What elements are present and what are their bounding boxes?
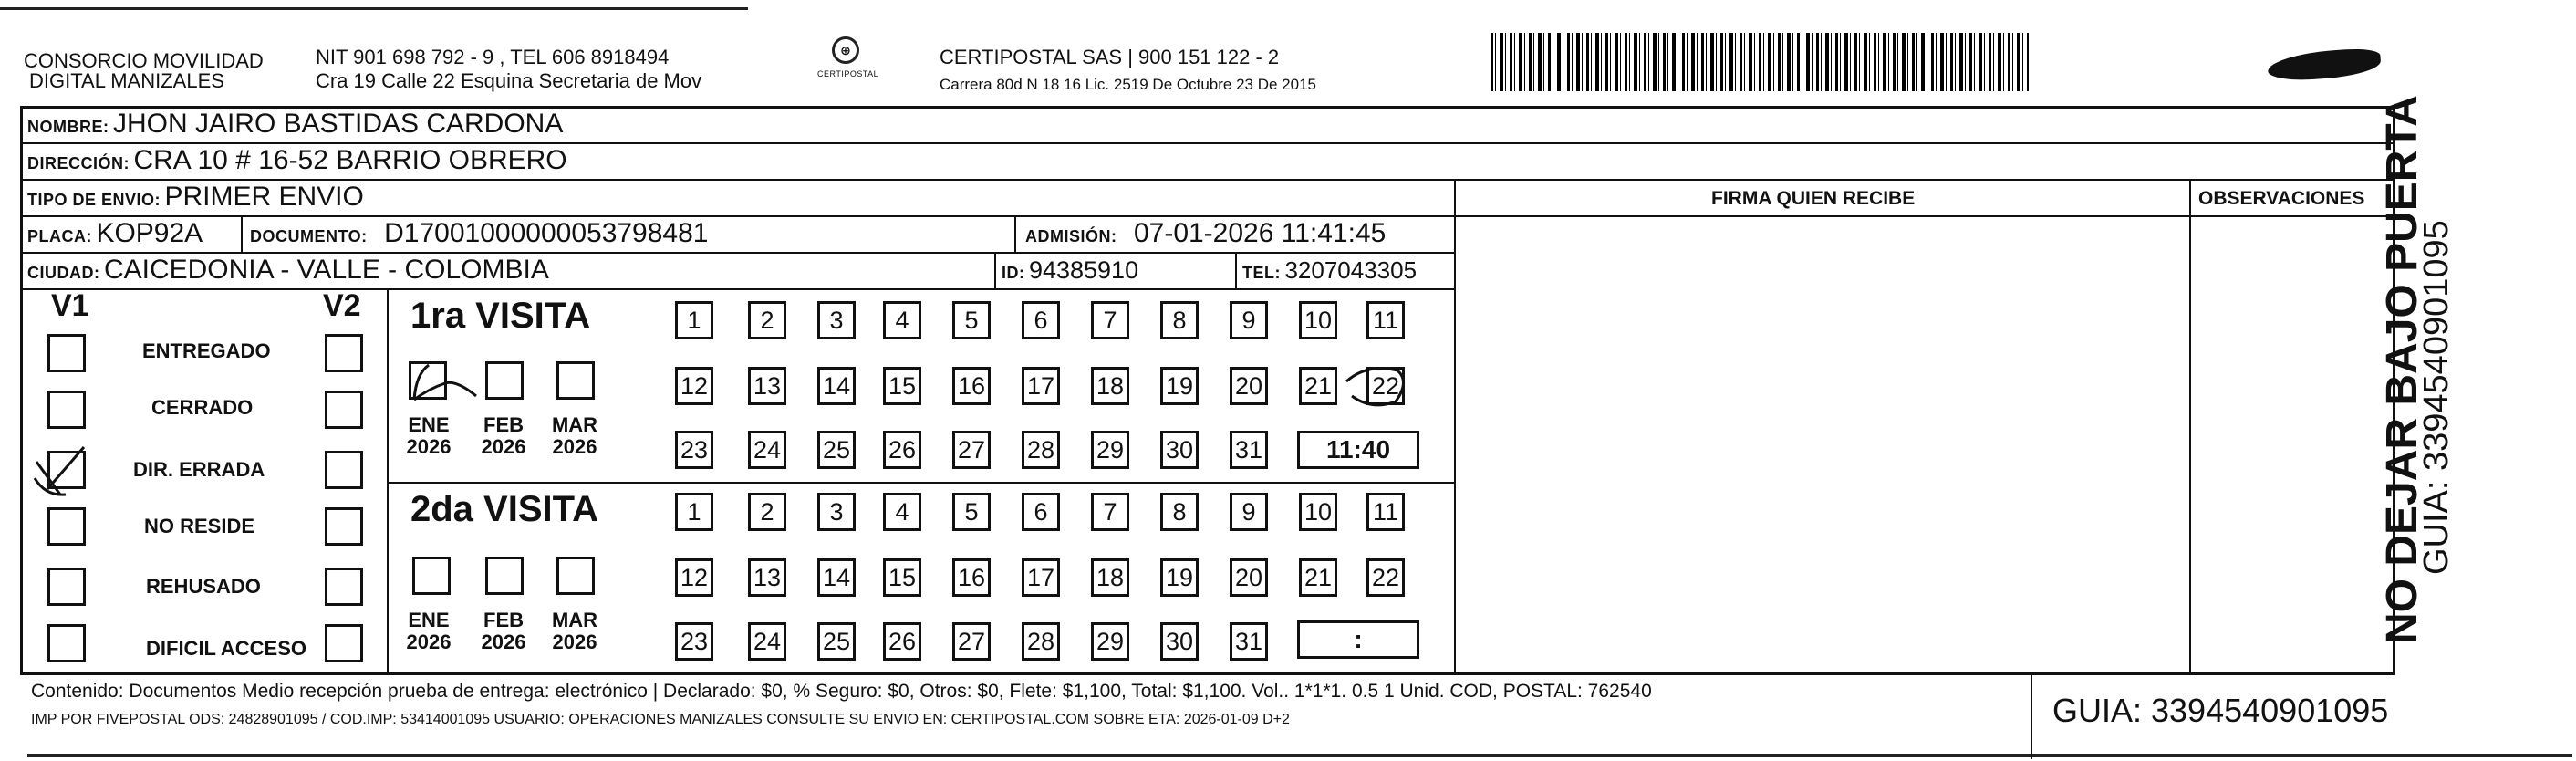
plate-value: KOP92A <box>96 218 203 248</box>
visit2-day-19[interactable]: 19 <box>1160 558 1199 597</box>
signature-column-header: FIRMA QUIEN RECIBE <box>1711 188 1916 209</box>
visit1-day-26[interactable]: 26 <box>883 431 921 469</box>
visit2-month-ene-label: ENE 2026 <box>406 609 452 653</box>
send-type-label: TIPO DE ENVIO: <box>27 191 161 209</box>
no-reside-v1-checkbox[interactable] <box>47 507 86 546</box>
visit2-day-21[interactable]: 21 <box>1299 558 1337 597</box>
document-cell <box>250 218 708 254</box>
visit1-day-24[interactable]: 24 <box>748 431 786 469</box>
visit2-day-29[interactable]: 29 <box>1091 622 1129 661</box>
visit1-day-19[interactable]: 19 <box>1160 367 1199 405</box>
visit2-day-23[interactable]: 23 <box>675 622 713 661</box>
company-nit: NIT 901 698 792 - 9 , TEL 606 8918494 <box>316 46 670 68</box>
visit1-month-feb-checkbox[interactable] <box>485 361 524 400</box>
side-guia-number: GUIA: 3394540901095 <box>2417 220 2456 575</box>
entregado-v1-checkbox[interactable] <box>47 334 86 372</box>
visit2-month-mar-checkbox[interactable] <box>556 557 595 595</box>
visit1-day-4[interactable]: 4 <box>883 301 921 339</box>
id-value: 94385910 <box>1028 256 1139 284</box>
visit1-day-6[interactable]: 6 <box>1022 301 1060 339</box>
visit1-day-3[interactable]: 3 <box>817 301 856 339</box>
visit1-day-28[interactable]: 28 <box>1022 431 1060 469</box>
admission-label: ADMISIÓN: <box>1025 227 1117 245</box>
visit1-day-23[interactable]: 23 <box>675 431 713 469</box>
status-label-dir-errada: DIR. ERRADA <box>133 458 265 481</box>
status-label-cerrado: CERRADO <box>151 396 254 419</box>
visit1-day-20[interactable]: 20 <box>1230 367 1268 405</box>
plate-label: PLACA: <box>27 227 92 245</box>
visit1-day-1[interactable]: 1 <box>675 301 713 339</box>
visit2-day-25[interactable]: 25 <box>817 622 856 661</box>
col-divider <box>2189 179 2191 675</box>
visit2-day-1[interactable]: 1 <box>675 493 713 531</box>
visit2-month-feb-checkbox[interactable] <box>485 557 524 595</box>
cell-divider <box>1235 252 1237 288</box>
visit1-day-11[interactable]: 11 <box>1366 301 1405 339</box>
visit2-day-7[interactable]: 7 <box>1091 493 1129 531</box>
visit1-month-feb-label: FEB 2026 <box>481 413 526 458</box>
visit1-day-27[interactable]: 27 <box>952 431 991 469</box>
certipostal-logo-icon: ⊕ <box>832 36 859 64</box>
visit2-day-30[interactable]: 30 <box>1160 622 1199 661</box>
visit1-day-8[interactable]: 8 <box>1160 301 1199 339</box>
tel-label: TEL: <box>1242 264 1281 282</box>
footer-content-line: Contenido: Documentos Medio recepción prueba de entrega: electrónico | Declarado: $0, % Seguro: $0, Otros: $0, Flete: $1,100, Total: $1,100. Vol.. 1*1*1. 0.5 1 Unid. COD, POSTAL: 762540 <box>31 681 1652 702</box>
cell-divider <box>994 252 996 288</box>
address-label: DIRECCIÓN: <box>27 154 130 172</box>
visit1-day-12[interactable]: 12 <box>675 367 713 405</box>
visit2-day-15[interactable]: 15 <box>883 558 921 597</box>
visit2-day-22[interactable]: 22 <box>1366 558 1405 597</box>
rehusado-v2-checkbox[interactable] <box>325 568 363 606</box>
ink-scribble <box>2267 47 2382 83</box>
document-label: DOCUMENTO: <box>250 227 368 245</box>
visit2-day-5[interactable]: 5 <box>952 493 991 531</box>
logo-caption: CERTIPOSTAL <box>817 69 879 78</box>
visit2-day-28[interactable]: 28 <box>1022 622 1060 661</box>
entregado-v2-checkbox[interactable] <box>325 334 363 372</box>
visit2-time-box[interactable]: : <box>1297 620 1419 659</box>
visit1-day-2[interactable]: 2 <box>748 301 786 339</box>
circle-mark-icon <box>1339 361 1412 412</box>
footer-imp-line: IMP POR FIVEPOSTAL ODS: 24828901095 / COD.IMP: 53414001095 USUARIO: OPERACIONES MANIZALES CONSULTE SU ENVIO EN: CERTIPOSTAL.COM SOBRE ETA: 2026-01-09 D+2 <box>31 712 1290 727</box>
visit2-day-11[interactable]: 11 <box>1366 493 1405 531</box>
visit2-day-3[interactable]: 3 <box>817 493 856 531</box>
address-row <box>27 145 567 181</box>
id-cell <box>1002 255 1138 290</box>
dir-errada-v2-checkbox[interactable] <box>325 451 363 489</box>
company-name-line1: CONSORCIO MOVILIDAD <box>24 49 264 72</box>
visit2-day-20[interactable]: 20 <box>1230 558 1268 597</box>
send-type-row <box>27 182 364 217</box>
visit2-day-31[interactable]: 31 <box>1230 622 1268 661</box>
rehusado-v1-checkbox[interactable] <box>47 568 86 606</box>
visit2-day-27[interactable]: 27 <box>952 622 991 661</box>
visit2-day-16[interactable]: 16 <box>952 558 991 597</box>
recipient-address: CRA 10 # 16-52 BARRIO OBRERO <box>133 145 567 175</box>
cerrado-v2-checkbox[interactable] <box>325 391 363 429</box>
visit1-month-mar-checkbox[interactable] <box>556 361 595 400</box>
city-label: CIUDAD: <box>27 264 100 282</box>
visit2-day-8[interactable]: 8 <box>1160 493 1199 531</box>
visit1-day-7[interactable]: 7 <box>1091 301 1129 339</box>
company-name-line2: DIGITAL MANIZALES <box>29 69 224 92</box>
document-value: D17001000000053798481 <box>384 218 709 248</box>
plate-cell <box>27 218 203 254</box>
visit1-day-14[interactable]: 14 <box>817 367 856 405</box>
visit2-day-9[interactable]: 9 <box>1230 493 1268 531</box>
visit2-day-24[interactable]: 24 <box>748 622 786 661</box>
cell-divider <box>1014 215 1016 252</box>
tel-value: 3207043305 <box>1284 256 1418 284</box>
visit2-day-2[interactable]: 2 <box>748 493 786 531</box>
visit1-day-21[interactable]: 21 <box>1299 367 1337 405</box>
tel-cell <box>1242 255 1417 290</box>
visit2-day-14[interactable]: 14 <box>817 558 856 597</box>
dificil-acceso-v2-checkbox[interactable] <box>325 624 363 662</box>
city-cell <box>27 255 549 290</box>
visit2-day-18[interactable]: 18 <box>1091 558 1129 597</box>
v2-header: V2 <box>323 288 361 323</box>
visit2-day-17[interactable]: 17 <box>1022 558 1060 597</box>
name-row <box>27 109 563 144</box>
cerrado-v1-checkbox[interactable] <box>47 391 86 429</box>
admission-cell <box>1025 218 1386 254</box>
visit1-day-17[interactable]: 17 <box>1022 367 1060 405</box>
status-label-no-reside: NO RESIDE <box>144 515 255 537</box>
visit2-month-feb-label: FEB 2026 <box>481 609 526 653</box>
visit1-day-9[interactable]: 9 <box>1230 301 1268 339</box>
visit2-day-26[interactable]: 26 <box>883 622 921 661</box>
status-label-rehusado: REHUSADO <box>146 575 261 598</box>
col-divider <box>1454 179 1456 675</box>
visit1-day-15[interactable]: 15 <box>883 367 921 405</box>
visit1-day-25[interactable]: 25 <box>817 431 856 469</box>
company-address: Cra 19 Calle 22 Esquina Secretaria de Mov <box>316 69 702 92</box>
no-reside-v2-checkbox[interactable] <box>325 507 363 546</box>
status-label-dificil-acceso: DIFICIL ACCESO <box>146 637 307 660</box>
visit1-day-16[interactable]: 16 <box>952 367 991 405</box>
visit-divider <box>387 482 1454 484</box>
scan-edge-bottom <box>27 754 2572 757</box>
visit2-month-ene-checkbox[interactable] <box>412 557 451 595</box>
id-label: ID: <box>1002 264 1025 282</box>
visit1-day-31[interactable]: 31 <box>1230 431 1268 469</box>
visit2-day-4[interactable]: 4 <box>883 493 921 531</box>
side-notice: NO DEJAR BAJO PUERTA <box>2378 95 2426 644</box>
barcode <box>1491 33 2029 91</box>
visit2-day-10[interactable]: 10 <box>1299 493 1337 531</box>
check-mark-icon <box>401 356 483 411</box>
check-mark-icon <box>29 442 97 500</box>
footer-divider <box>20 673 2395 675</box>
visit1-time-box[interactable]: 11:40 <box>1297 431 1419 469</box>
visit2-title: 2da VISITA <box>410 489 598 529</box>
visit2-day-6[interactable]: 6 <box>1022 493 1060 531</box>
footer-guia-number: GUIA: 3394540901095 <box>2052 692 2389 729</box>
visit1-month-mar-label: MAR 2026 <box>551 413 598 458</box>
visit1-month-ene-label: ENE 2026 <box>406 413 452 458</box>
visit1-day-30[interactable]: 30 <box>1160 431 1199 469</box>
footer-guia-divider <box>2031 673 2032 759</box>
visit1-day-5[interactable]: 5 <box>952 301 991 339</box>
visit1-day-10[interactable]: 10 <box>1299 301 1337 339</box>
visit2-month-mar-label: MAR 2026 <box>551 609 598 653</box>
visit1-day-18[interactable]: 18 <box>1091 367 1129 405</box>
city-value: CAICEDONIA - VALLE - COLOMBIA <box>103 255 549 285</box>
admission-value: 07-01-2026 11:41:45 <box>1133 218 1387 248</box>
row-divider <box>20 215 2395 217</box>
cell-divider <box>241 215 243 252</box>
visit2-day-13[interactable]: 13 <box>748 558 786 597</box>
courier-license: Carrera 80d N 18 16 Lic. 2519 De Octubre 23 De 2015 <box>940 76 1316 93</box>
send-type-value: PRIMER ENVIO <box>164 182 364 212</box>
visit1-title: 1ra VISITA <box>410 296 591 336</box>
v1-header: V1 <box>51 288 89 323</box>
dificil-acceso-v1-checkbox[interactable] <box>47 624 86 662</box>
status-label-entregado: ENTREGADO <box>142 339 271 362</box>
scan-edge-top <box>0 7 748 10</box>
observations-column-header: OBSERVACIONES <box>2198 188 2365 209</box>
recipient-name: JHON JAIRO BASTIDAS CARDONA <box>112 109 564 139</box>
name-label: NOMBRE: <box>27 118 109 136</box>
visit1-day-13[interactable]: 13 <box>748 367 786 405</box>
visit2-day-12[interactable]: 12 <box>675 558 713 597</box>
form-frame <box>20 106 2395 675</box>
status-divider <box>387 288 389 673</box>
courier-nit: CERTIPOSTAL SAS | 900 151 122 - 2 <box>940 46 1280 68</box>
visit1-day-29[interactable]: 29 <box>1091 431 1129 469</box>
visit1-day-22[interactable]: 22 <box>1366 367 1405 405</box>
